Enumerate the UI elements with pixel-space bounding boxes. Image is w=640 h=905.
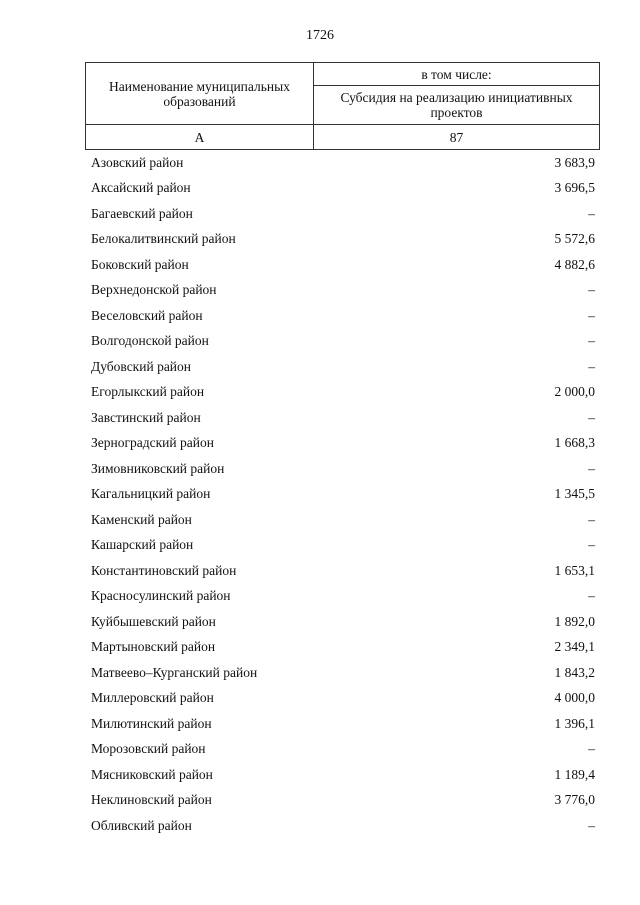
municipality-name: Дубовский район	[91, 358, 192, 374]
municipality-name: Веселовский район	[91, 307, 203, 323]
table-row	[91, 176, 595, 202]
municipality-name: Егорлыкский район	[91, 384, 205, 400]
table-row	[91, 201, 595, 227]
header-row-index	[86, 125, 600, 150]
subsidy-value: 2 000,0	[554, 384, 595, 400]
subsidy-value: 1 345,5	[554, 486, 595, 502]
table-row	[91, 609, 595, 635]
subsidy-value: –	[588, 741, 595, 757]
table-row	[91, 584, 595, 610]
table-row	[91, 788, 595, 814]
table-row	[91, 533, 595, 559]
page-number: 1726	[306, 28, 334, 43]
subsidy-value: 3 696,5	[554, 180, 595, 196]
table-row	[91, 354, 595, 380]
subsidy-value: –	[588, 333, 595, 349]
table-body	[91, 150, 595, 839]
municipality-name: Мясниковский район	[91, 766, 213, 782]
municipality-name: Кагальницкий район	[91, 486, 211, 502]
municipality-name: Боковский район	[91, 256, 189, 272]
table-row	[91, 278, 595, 304]
municipality-name: Белокалитвинский район	[91, 231, 236, 247]
table-row	[91, 227, 595, 253]
municipality-name: Матвеево–Курганский район	[91, 664, 258, 680]
header-index-name: А	[86, 125, 314, 150]
table-row	[91, 456, 595, 482]
table-row	[91, 329, 595, 355]
table-row	[91, 380, 595, 406]
subsidy-value: 4 882,6	[554, 256, 595, 272]
municipality-name: Аксайский район	[91, 180, 191, 196]
municipality-name: Константиновский район	[91, 562, 237, 578]
header-municipality-name: Наименование муниципальных образований	[86, 63, 314, 125]
header-row-group	[86, 63, 600, 86]
municipality-name: Миллеровский район	[91, 690, 214, 706]
municipality-name: Каменский район	[91, 511, 192, 527]
subsidy-value: –	[588, 817, 595, 833]
municipality-name: Куйбышевский район	[91, 613, 216, 629]
subsidy-value: 1 843,2	[554, 664, 595, 680]
subsidy-value: –	[588, 588, 595, 604]
table-row	[91, 482, 595, 508]
subsidy-value: –	[588, 205, 595, 221]
subsidy-value: 1 892,0	[554, 613, 595, 629]
municipality-name: Милютинский район	[91, 715, 212, 731]
table-row	[91, 507, 595, 533]
table-row	[91, 711, 595, 737]
municipality-name: Зимовниковский район	[91, 460, 225, 476]
municipality-name: Зерноградский район	[91, 435, 214, 451]
table-row	[91, 558, 595, 584]
subsidy-value: 1 668,3	[554, 435, 595, 451]
table-row	[91, 737, 595, 763]
table-row	[91, 431, 595, 457]
municipality-name: Морозовский район	[91, 741, 206, 757]
municipality-name: Обливский район	[91, 817, 192, 833]
table-row	[91, 635, 595, 661]
table-row	[91, 813, 595, 839]
subsidy-value: 1 653,1	[554, 562, 595, 578]
municipality-name: Азовский район	[91, 154, 184, 170]
table-row	[91, 303, 595, 329]
subsidy-value: –	[588, 282, 595, 298]
subsidy-value: –	[588, 537, 595, 553]
table-row	[91, 150, 595, 176]
subsidy-value: –	[588, 511, 595, 527]
municipality-name: Завстинский район	[91, 409, 201, 425]
municipality-name: Красносулинский район	[91, 588, 231, 604]
subsidy-value: –	[588, 460, 595, 476]
subsidy-value: 3 683,9	[554, 154, 595, 170]
header-index-value: 87	[314, 125, 600, 150]
municipality-name: Мартыновский район	[91, 639, 216, 655]
subsidy-value: 1 396,1	[554, 715, 595, 731]
table-row	[91, 405, 595, 431]
subsidy-value: –	[588, 409, 595, 425]
table-header	[85, 62, 600, 150]
municipality-name: Кашарский район	[91, 537, 194, 553]
table-row	[91, 762, 595, 788]
subsidy-value: 3 776,0	[554, 792, 595, 808]
municipality-name: Неклиновский район	[91, 792, 212, 808]
municipality-name: Волгодонской район	[91, 333, 209, 349]
subsidy-value: 1 189,4	[554, 766, 595, 782]
header-subsidy: Субсидия на реализацию инициативных проектов	[314, 86, 600, 125]
subsidy-value: –	[588, 307, 595, 323]
municipality-name: Багаевский район	[91, 205, 193, 221]
subsidy-value: 2 349,1	[554, 639, 595, 655]
table-row	[91, 252, 595, 278]
header-including: в том числе:	[314, 63, 600, 86]
table-row	[91, 660, 595, 686]
subsidy-value: –	[588, 358, 595, 374]
subsidy-value: 5 572,6	[554, 231, 595, 247]
table-row	[91, 686, 595, 712]
subsidy-value: 4 000,0	[554, 690, 595, 706]
municipality-name: Верхнедонской район	[91, 282, 217, 298]
